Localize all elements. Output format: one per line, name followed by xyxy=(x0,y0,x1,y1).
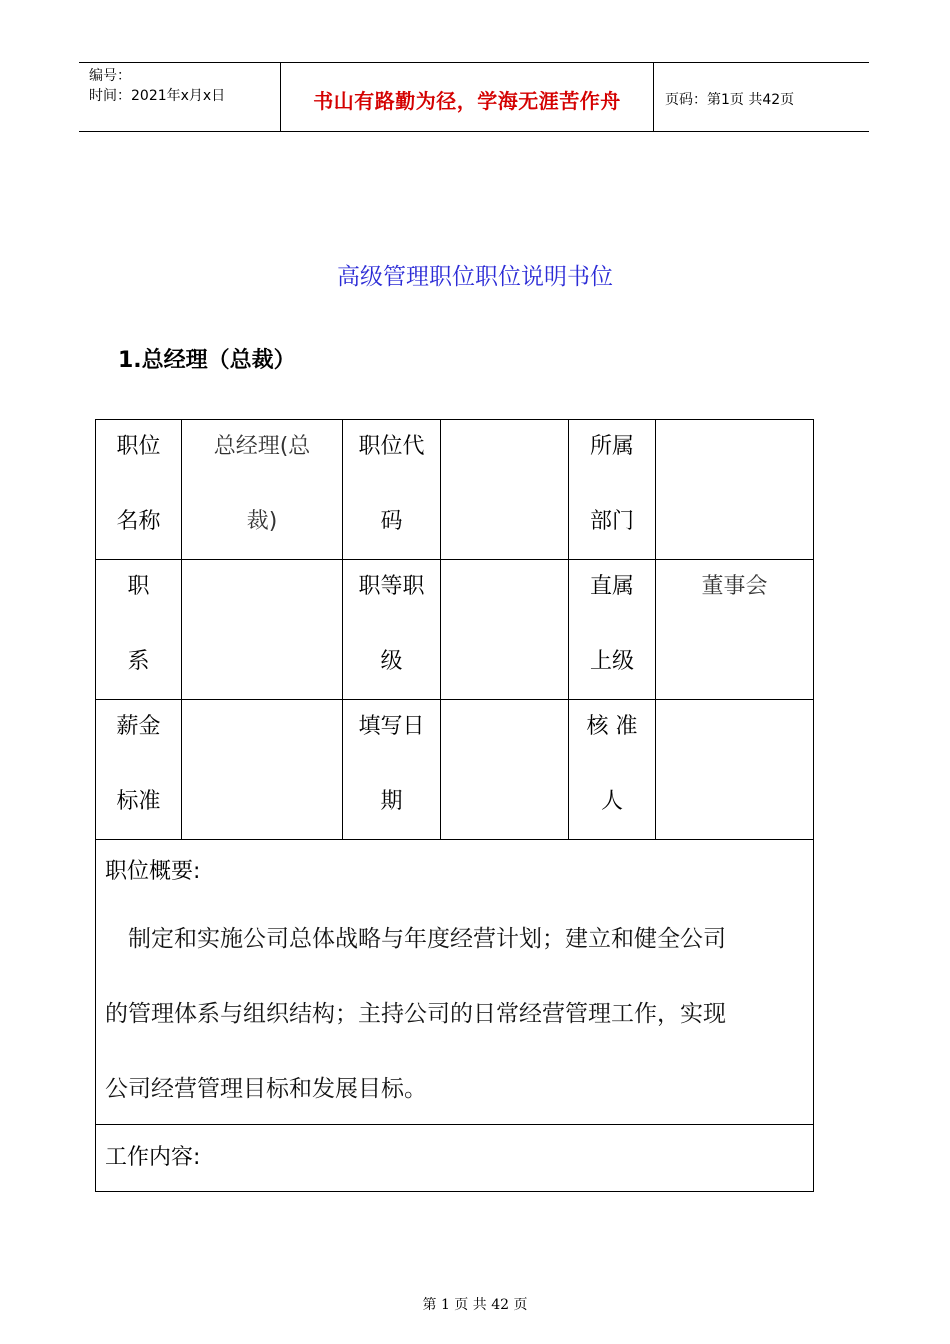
value-position-code xyxy=(441,420,568,530)
value-approver xyxy=(656,700,813,810)
header-time-label: 时间：2021年x月x日 xyxy=(89,88,226,104)
label-position-name: 职位 名称 xyxy=(116,434,161,534)
value-fill-date xyxy=(441,700,568,810)
value-direct-superior: 董事会 xyxy=(701,574,768,599)
value-job-family xyxy=(182,560,342,670)
header-page-info: 页码：第1页 共42页 xyxy=(665,92,795,108)
table-grid-line xyxy=(96,1124,813,1125)
table-grid-line xyxy=(96,839,813,840)
summary-line: 的管理体系与组织结构；主持公司的日常经营管理工作，实现 xyxy=(105,1001,726,1027)
summary-label: 职位概要: xyxy=(105,859,201,884)
label-job-grade: 职等职 级 xyxy=(358,574,425,674)
section-title: 1.总经理（总裁） xyxy=(118,348,296,373)
work-content-label: 工作内容: xyxy=(105,1145,201,1170)
page-header xyxy=(79,62,869,132)
value-salary-standard xyxy=(182,700,342,810)
label-fill-date: 填写日 期 xyxy=(358,714,425,814)
label-salary-standard: 薪金 标准 xyxy=(116,714,161,814)
header-meta xyxy=(89,66,225,106)
label-department: 所属 部门 xyxy=(589,434,634,534)
label-job-family: 职 系 xyxy=(127,574,150,674)
summary-line: 制定和实施公司总体战略与年度经营计划；建立和健全公司 xyxy=(105,926,726,952)
document-title: 高级管理职位职位说明书位 xyxy=(337,264,613,290)
summary-line: 公司经营管理目标和发展目标。 xyxy=(105,1076,427,1102)
position-form-table xyxy=(95,419,814,1192)
label-position-code: 职位代 码 xyxy=(358,434,425,534)
value-job-grade xyxy=(441,560,568,670)
page-footer: 第 1 页 共 42 页 xyxy=(422,1297,528,1313)
header-divider xyxy=(653,63,654,131)
header-motto: 书山有路勤为径，学海无涯苦作舟 xyxy=(313,89,621,113)
value-department xyxy=(656,420,813,530)
label-direct-superior: 直属 上级 xyxy=(589,574,634,674)
label-approver: 核 准 人 xyxy=(586,714,638,814)
header-number-label: 编号： xyxy=(89,68,131,84)
value-position-name: 总经理(总 裁) xyxy=(213,434,311,534)
